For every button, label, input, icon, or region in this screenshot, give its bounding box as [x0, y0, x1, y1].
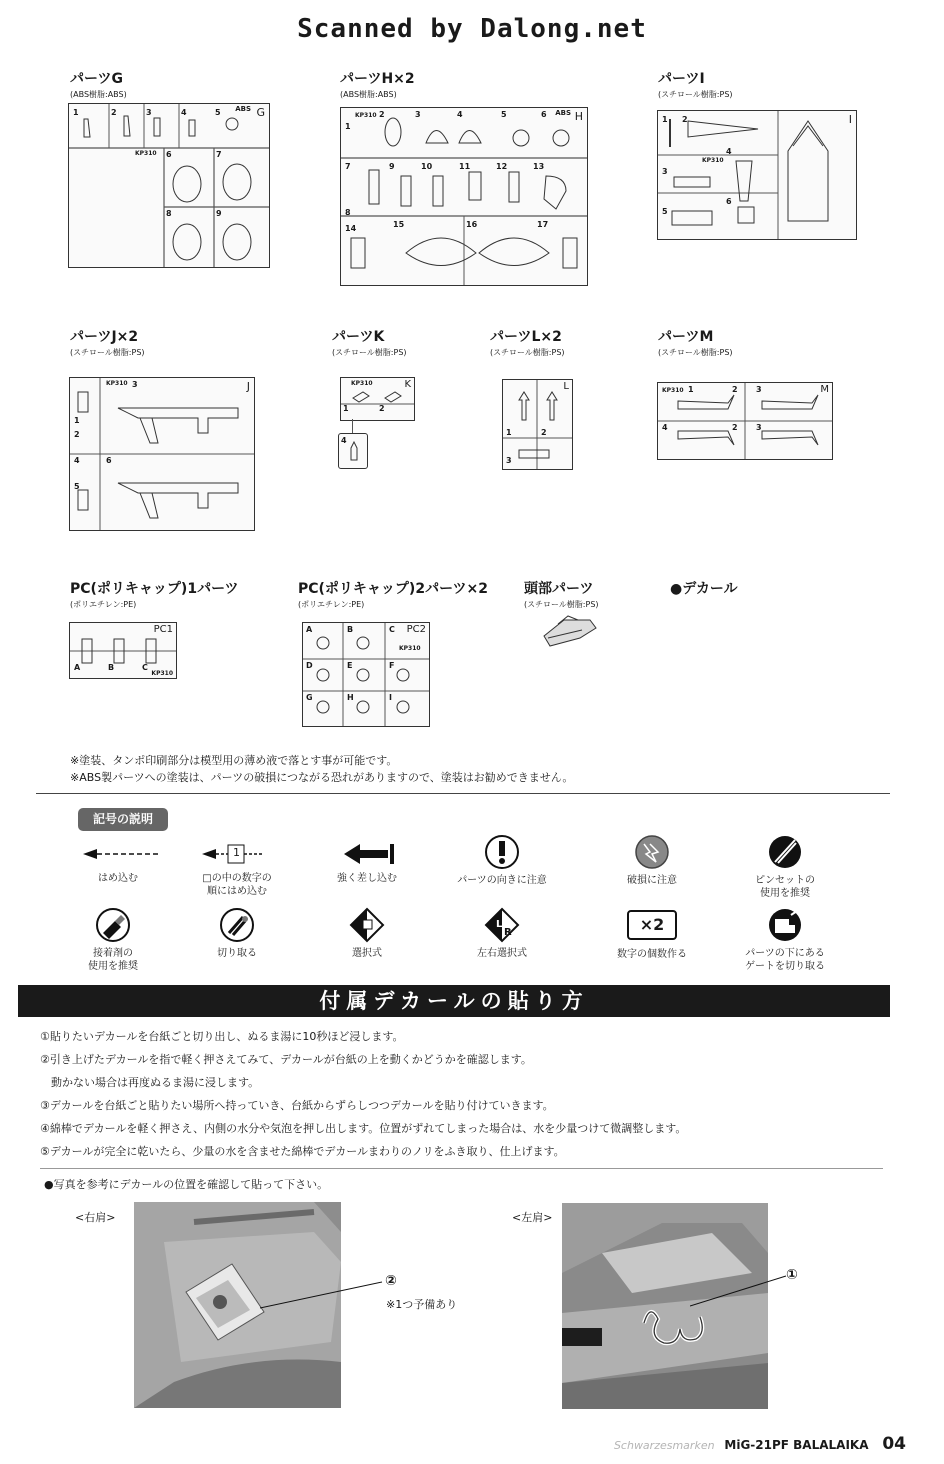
runner-g-label: G — [256, 106, 265, 119]
legend-label: はめ込む — [98, 873, 138, 884]
runner-pc2-code: KP310 — [399, 645, 421, 652]
bold-arrow-icon — [322, 840, 412, 868]
runner-pc1-code: KP310 — [151, 670, 173, 677]
runner-pc2-number: F — [389, 661, 395, 670]
parts-pc1-heading — [70, 578, 239, 610]
parts-m-title: パーツM — [658, 329, 714, 345]
legend-label: 切り取る — [217, 948, 257, 959]
runner-g-code: KP310 — [135, 150, 157, 157]
runner-k-number: 1 — [343, 404, 349, 413]
left-shoulder-label: <左肩> — [512, 1211, 553, 1224]
runner-g — [68, 103, 270, 268]
right-shoulder-label: <右肩> — [75, 1211, 116, 1224]
runner-m-code: KP310 — [662, 387, 684, 394]
runner-l-number: 1 — [506, 428, 512, 437]
footer-series: Schwarzesmarken — [613, 1439, 715, 1452]
runner-h-number: 8 — [345, 208, 351, 217]
runner-h-number: 9 — [389, 162, 395, 171]
runner-m-number: 4 — [662, 423, 668, 432]
runner-h-number: 10 — [421, 162, 433, 171]
parts-i-title: パーツI — [658, 71, 705, 87]
parts-pc2-material: (ポリエチレン:PE) — [298, 600, 365, 609]
runner-h-number: 4 — [457, 110, 463, 119]
dashed-arrow-icon — [73, 840, 163, 868]
runner-j-number: 5 — [74, 482, 80, 491]
runner-h-number: 15 — [393, 220, 405, 229]
decal-step: ①貼りたいデカールを台紙ごと切り出し、ぬるま湯に10秒ほど浸します。 — [40, 1030, 404, 1043]
decal-heading: ●デカール — [670, 581, 738, 597]
legend-label: パーツの向きに注意 — [457, 875, 547, 886]
parts-j-heading — [70, 326, 145, 358]
page-footer — [614, 1434, 906, 1454]
runner-l-number: 2 — [541, 428, 547, 437]
decal-step: ④綿棒でデカールを軽く押さえ、内側の水分や気泡を押し出します。位置がずれてしまった場合は、水を少量つけて微調整します。 — [40, 1122, 687, 1135]
footer-model: MiG-21PF BALALAIKA — [724, 1438, 869, 1452]
legend-item — [48, 907, 178, 973]
runner-g-number: 7 — [216, 150, 222, 159]
runner-pc2-drawing — [303, 623, 429, 726]
decal-step: ②引き上げたデカールを指で軽く押さえてみて、デカールが台紙の上を動くかどうかを確認します。 — [40, 1053, 532, 1066]
parts-h-title: パーツH×2 — [340, 71, 415, 87]
legend-item — [587, 834, 717, 887]
legend-item — [172, 840, 302, 898]
runner-pc2-number: H — [347, 693, 354, 702]
runner-l-label: L — [563, 381, 569, 392]
legend-item — [53, 840, 183, 885]
parts-k-title: パーツK — [332, 329, 385, 345]
parts-pc2-title: PC(ポリキャップ)2パーツ×2 — [298, 581, 488, 597]
parts-g-title: パーツG — [70, 71, 123, 87]
runner-k-label: K — [404, 379, 411, 390]
parts-l-title: パーツL×2 — [490, 329, 562, 345]
decal-section-heading: 付属デカールの貼り方 — [18, 985, 890, 1017]
runner-i-number: 3 — [662, 167, 668, 176]
runner-pc2 — [302, 622, 430, 727]
scanned-by-header: Scanned by Dalong.net — [297, 14, 647, 44]
runner-l — [502, 379, 573, 470]
legend-item — [720, 907, 850, 973]
parts-pc1-material: (ポリエチレン:PE) — [70, 600, 137, 609]
legend-item — [437, 834, 567, 887]
runner-h-tag: ABS — [555, 109, 571, 117]
parts-g-heading — [70, 68, 127, 100]
spare-decal-note: ※1つ予備あり — [386, 1298, 458, 1311]
legend-item — [587, 907, 717, 961]
runner-g-number: 2 — [111, 108, 117, 117]
runner-h-drawing — [341, 108, 587, 285]
runner-pc2-number: G — [306, 693, 313, 702]
runner-pc1-number: B — [108, 663, 115, 672]
parts-j-title: パーツJ×2 — [70, 329, 139, 345]
note-abs-paint: ※ABS製パーツへの塗装は、パーツの破損につながる恐れがありますので、塗装はお勧めできません。 — [70, 771, 574, 784]
runner-h-number: 7 — [345, 162, 351, 171]
divider — [40, 1168, 883, 1169]
gate-cut-icon — [765, 907, 805, 943]
runner-j-number: 2 — [74, 430, 80, 439]
parts-l-heading — [490, 326, 565, 358]
parts-k-heading — [332, 326, 407, 358]
runner-h-number: 13 — [533, 162, 545, 171]
runner-i-number: 6 — [726, 197, 732, 206]
decal-step: ③デカールを台紙ごと貼りたい場所へ持っていき、台紙からずらしつつデカールを貼り付けていきます。 — [40, 1099, 554, 1112]
runner-pc1-number: A — [74, 663, 81, 672]
legend-label: 破損に注意 — [627, 875, 677, 886]
legend-label: パーツの下にある ゲートを切り取る — [745, 948, 825, 972]
runner-h-number: 16 — [466, 220, 478, 229]
page-number: 04 — [882, 1434, 906, 1454]
runner-h-number: 12 — [496, 162, 508, 171]
numbered-arrow-box-number: 1 — [233, 846, 240, 859]
legend-label: ピンセットの 使用を推奨 — [755, 875, 815, 899]
legend-item — [302, 907, 432, 960]
runner-g-number: 5 — [215, 108, 221, 117]
runner-g-number: 3 — [146, 108, 152, 117]
legend-label: 左右選択式 — [477, 948, 527, 959]
runner-k — [340, 377, 415, 421]
runner-pc2-number: D — [306, 661, 313, 670]
runner-h-label: H — [574, 110, 583, 123]
runner-h-code: KP310 — [355, 112, 377, 119]
runner-m-label: M — [820, 384, 829, 395]
runner-h — [340, 107, 588, 286]
runner-g-tag: ABS — [235, 105, 251, 113]
runner-k-number: 2 — [379, 404, 385, 413]
runner-g-number: 1 — [73, 108, 79, 117]
runner-pc2-number: B — [347, 625, 354, 634]
decal-step: ⑤デカールが完全に乾いたら、少量の水を含ませた綿棒でデカールまわりのノリをふき取り、仕上げます。 — [40, 1145, 565, 1158]
runner-i-drawing — [658, 111, 856, 239]
right-shoulder-callout: ② — [385, 1273, 397, 1289]
legend-label: 数字の個数作る — [617, 949, 687, 960]
runner-g-number: 6 — [166, 150, 172, 159]
runner-h-number: 2 — [379, 110, 385, 119]
runner-h-number: 11 — [459, 162, 471, 171]
note-paint-remove: ※塗装、タンポ印刷部分は模型用の薄め液で落とす事が可能です。 — [70, 754, 398, 767]
legend-item — [437, 907, 567, 960]
runner-pc2-number: C — [389, 625, 395, 634]
runner-i-label: I — [848, 113, 852, 126]
runner-l-drawing — [503, 380, 572, 469]
runner-g-drawing — [69, 104, 269, 267]
parts-pc2-heading — [298, 578, 488, 610]
runner-i-number: 2 — [682, 115, 688, 124]
parts-i-material: (スチロール樹脂:PS) — [658, 90, 733, 99]
choice-icon — [347, 907, 387, 943]
runner-k-sub-drawing — [339, 434, 367, 468]
left-shoulder-leader — [690, 1274, 790, 1308]
runner-h-number: 5 — [501, 110, 507, 119]
parts-l-material: (スチロール樹脂:PS) — [490, 348, 565, 357]
runner-k-code: KP310 — [351, 380, 373, 387]
multiply-icon: ×2 — [627, 910, 677, 940]
runner-m-number: 1 — [688, 385, 694, 394]
svg-text:R: R — [504, 927, 512, 938]
runner-j-code: KP310 — [106, 380, 128, 387]
decal-step: 動かない場合は再度ぬるま湯に浸します。 — [40, 1076, 260, 1089]
tweezers-icon — [765, 834, 805, 870]
runner-i-number: 4 — [726, 147, 732, 156]
runner-h-number: 14 — [345, 224, 357, 233]
legend-item — [720, 834, 850, 900]
runner-m-number: 3 — [756, 423, 762, 432]
cut-icon — [217, 907, 257, 943]
head-parts-heading — [524, 578, 599, 610]
parts-j-material: (スチロール樹脂:PS) — [70, 348, 145, 357]
runner-i-number: 1 — [662, 115, 668, 124]
runner-pc2-label: PC2 — [406, 624, 426, 635]
left-shoulder-callout: ① — [786, 1267, 798, 1283]
break-icon — [632, 834, 672, 870]
runner-m-number: 2 — [732, 385, 738, 394]
legend-item — [172, 907, 302, 960]
runner-h-number: 6 — [541, 110, 547, 119]
runner-k-number: 4 — [341, 436, 347, 445]
runner-i-number: 5 — [662, 207, 668, 216]
glue-icon — [93, 907, 133, 943]
left-right-choice-icon — [482, 907, 522, 943]
runner-g-number: 9 — [216, 209, 222, 218]
runner-j-number: 6 — [106, 456, 112, 465]
runner-m-drawing — [658, 383, 832, 459]
head-parts-material: (スチロール樹脂:PS) — [524, 600, 599, 609]
legend-item — [302, 840, 432, 885]
runner-j-number: 4 — [74, 456, 80, 465]
runner-j-label: J — [246, 380, 250, 393]
runner-pc1-label: PC1 — [153, 624, 173, 635]
runner-j — [69, 377, 255, 531]
photo-reference-note: ●写真を参考にデカールの位置を確認して貼って下さい。 — [44, 1178, 329, 1191]
runner-pc2-number: A — [306, 625, 313, 634]
runner-j-drawing — [70, 378, 254, 530]
right-shoulder-leader — [260, 1280, 390, 1310]
exclamation-icon — [482, 834, 522, 870]
parts-h-heading — [340, 68, 415, 100]
runner-j-number: 3 — [132, 380, 138, 389]
runner-h-number: 1 — [345, 122, 351, 131]
runner-i — [657, 110, 857, 240]
legend-title: 記号の説明 — [78, 808, 168, 831]
runner-g-number: 4 — [181, 108, 187, 117]
runner-pc2-number: E — [347, 661, 353, 670]
head-part-drawing — [538, 612, 602, 652]
parts-k-material: (スチロール樹脂:PS) — [332, 348, 407, 357]
parts-g-material: (ABS樹脂:ABS) — [70, 90, 127, 99]
runner-k-sub — [338, 433, 368, 469]
divider — [36, 793, 890, 794]
runner-h-number: 17 — [537, 220, 549, 229]
runner-pc2-number: I — [389, 693, 392, 702]
runner-i-code: KP310 — [702, 157, 724, 164]
runner-m — [657, 382, 833, 460]
legend-label: 接着剤の 使用を推奨 — [88, 948, 138, 972]
parts-m-material: (スチロール樹脂:PS) — [658, 348, 733, 357]
runner-pc1-number: C — [142, 663, 148, 672]
runner-pc1 — [69, 622, 177, 679]
legend-label: □の中の数字の 順にはめ込む — [202, 873, 272, 897]
runner-l-number: 3 — [506, 456, 512, 465]
parts-pc1-title: PC(ポリキャップ)1パーツ — [70, 581, 239, 597]
head-parts-title: 頭部パーツ — [524, 581, 594, 597]
svg-text:L: L — [496, 919, 503, 930]
legend-label: 強く差し込む — [337, 873, 397, 884]
legend-label: 選択式 — [352, 948, 382, 959]
parts-i-heading — [658, 68, 733, 100]
runner-j-number: 1 — [74, 416, 80, 425]
parts-m-heading — [658, 326, 733, 358]
runner-g-number: 8 — [166, 209, 172, 218]
runner-m-number: 3 — [756, 385, 762, 394]
parts-h-material: (ABS樹脂:ABS) — [340, 90, 397, 99]
runner-m-number: 2 — [732, 423, 738, 432]
runner-h-number: 3 — [415, 110, 421, 119]
